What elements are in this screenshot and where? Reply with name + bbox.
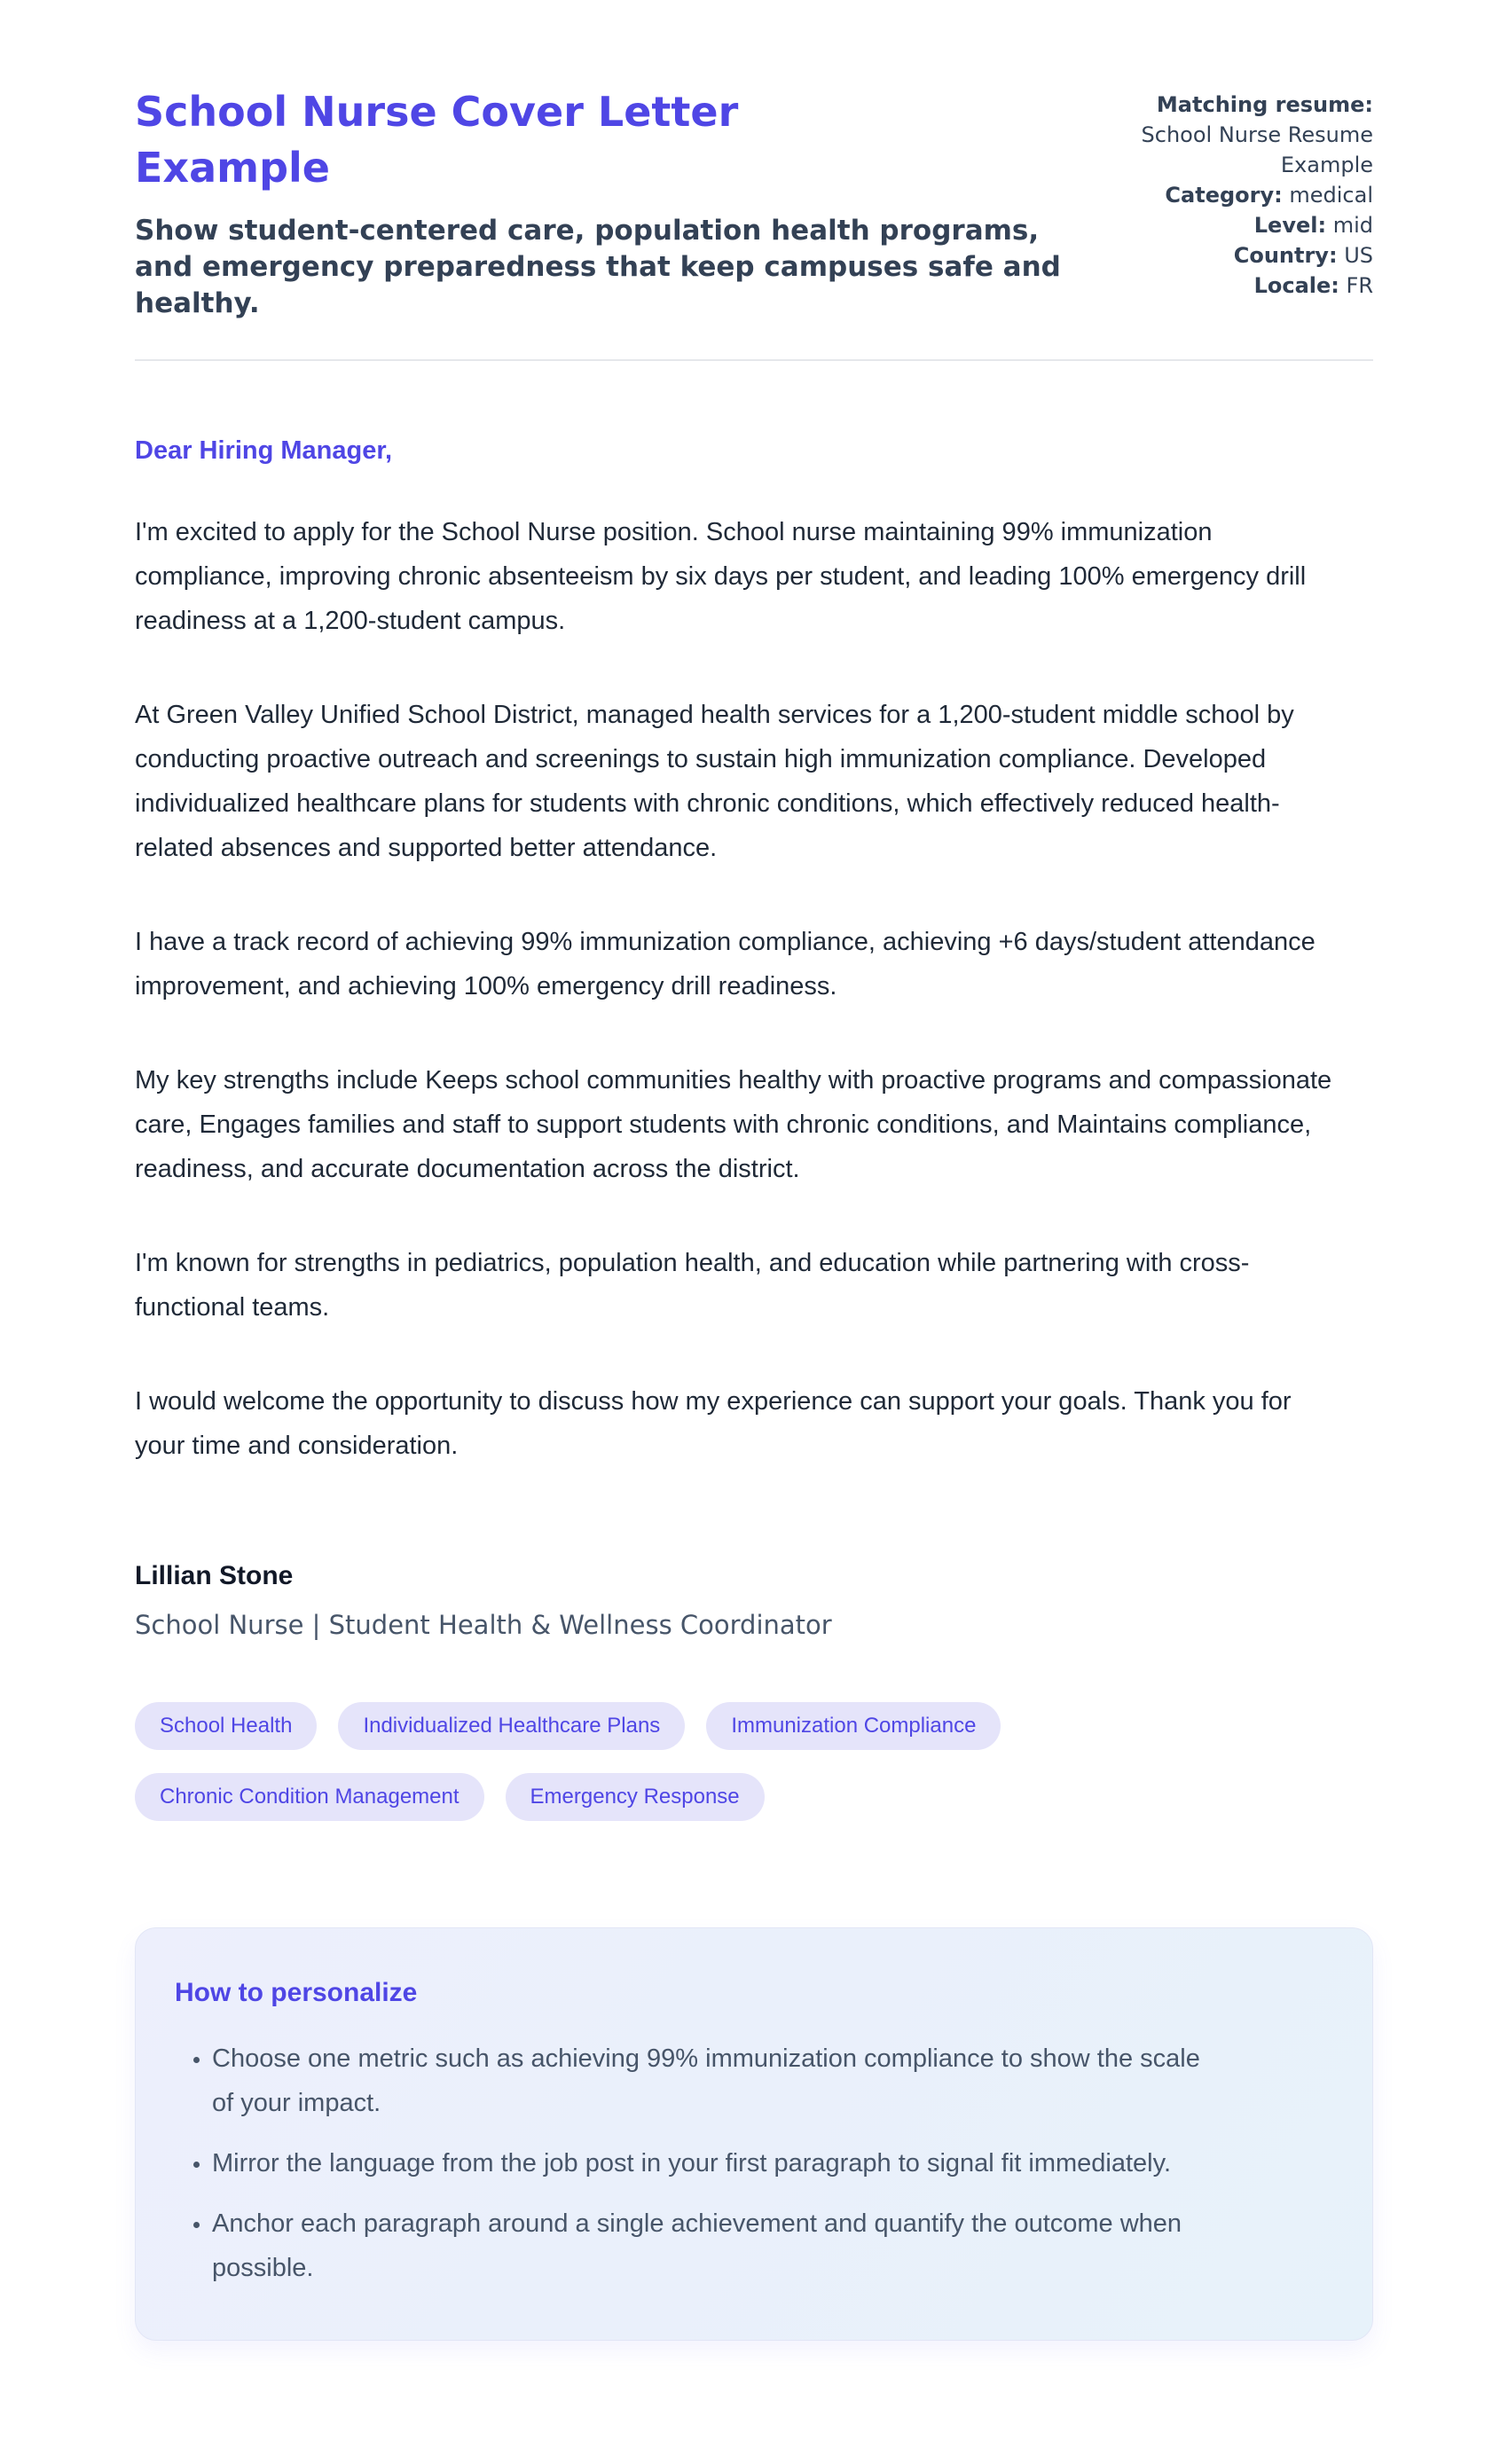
tip-item-1: • Choose one metric such as achieving 99% immunization compliance to show the scale of your impact. [212,2036,1206,2125]
tag-chronic-condition-management[interactable]: Chronic Condition Management [135,1773,484,1821]
resume-meta [1098,84,1373,301]
cover-letter [135,361,1373,1644]
header [135,84,1373,322]
page-subtitle: Show student-centered care, population health programs, and emergency preparedness that keep campuses safe and healthy. [135,214,1061,319]
letter-paragraph-6: I would welcome the opportunity to discuss how my experience can support your goals. Thank you for your time and consideration. [135,1386,1292,1460]
tag-immunization-compliance[interactable]: Immunization Compliance [706,1702,1001,1750]
meta-row-locale [1098,271,1373,301]
signature-name: Lillian Stone [135,1560,294,1590]
meta-value-category: medical [1289,183,1373,208]
signature-role: School Nurse | Student Health & Wellness Coordinator [135,1609,832,1640]
tag-list [135,1702,1199,1821]
tips-list [175,2036,1330,2290]
meta-row-category [1098,180,1373,210]
meta-label: Country: [1233,243,1338,268]
tip-item-2: • Mirror the language from the job post in your first paragraph to signal fit immediately. [212,2141,1206,2185]
meta-value-matching-resume: School Nurse Resume Example [1141,122,1373,177]
meta-row-matching-resume [1098,90,1373,180]
header-title-block [135,84,1098,322]
meta-value-level: mid [1332,213,1373,238]
meta-label: Matching resume: [1156,92,1373,117]
greeting: Dear Hiring Manager, [135,436,393,465]
page-title: School Nurse Cover Letter Example [135,88,739,192]
tips-title: How to personalize [175,1977,418,2007]
meta-value-country: US [1344,243,1373,268]
meta-label: Level: [1253,213,1327,238]
meta-value-locale: FR [1346,273,1373,298]
meta-label: Category: [1165,183,1283,208]
letter-paragraph-2: At Green Valley Unified School District, managed health services for a 1,200-student middle school by conducting proactive outreach and screenings to sustain high immunization compliance. Developed individualized healthcare plans for students with chronic conditions, which effectively reduced health-related absences and supported better attendance. [135,700,1294,862]
letter-paragraph-4: My key strengths include Keeps school communities healthy with proactive programs and compassionate care, Engages families and staff to support students with chronic conditions, and Maintains compliance, readiness, and accurate documentation across the district. [135,1065,1332,1183]
tip-item-3: • Anchor each paragraph around a single achievement and quantify the outcome when possible. [212,2201,1206,2290]
letter-paragraph-5: I'm known for strengths in pediatrics, population health, and education while partnering with cross-functional teams. [135,1248,1250,1322]
tag-individualized-healthcare-plans[interactable]: Individualized Healthcare Plans [338,1702,685,1750]
meta-row-country [1098,240,1373,271]
tag-school-health[interactable]: School Health [135,1702,317,1750]
meta-label: Locale: [1253,273,1339,298]
tag-emergency-response[interactable]: Emergency Response [506,1773,765,1821]
letter-paragraph-1: I'm excited to apply for the School Nurse position. School nurse maintaining 99% immunization compliance, improving chronic absenteeism by six days per student, and leading 100% emergency drill readiness at a 1,200-student campus. [135,517,1307,635]
meta-row-level [1098,210,1373,240]
tips-card [135,1927,1373,2341]
letter-paragraph-3: I have a track record of achieving 99% immunization compliance, achieving +6 days/student attendance improvement, and achieving 100% emergency drill readiness. [135,927,1316,1001]
